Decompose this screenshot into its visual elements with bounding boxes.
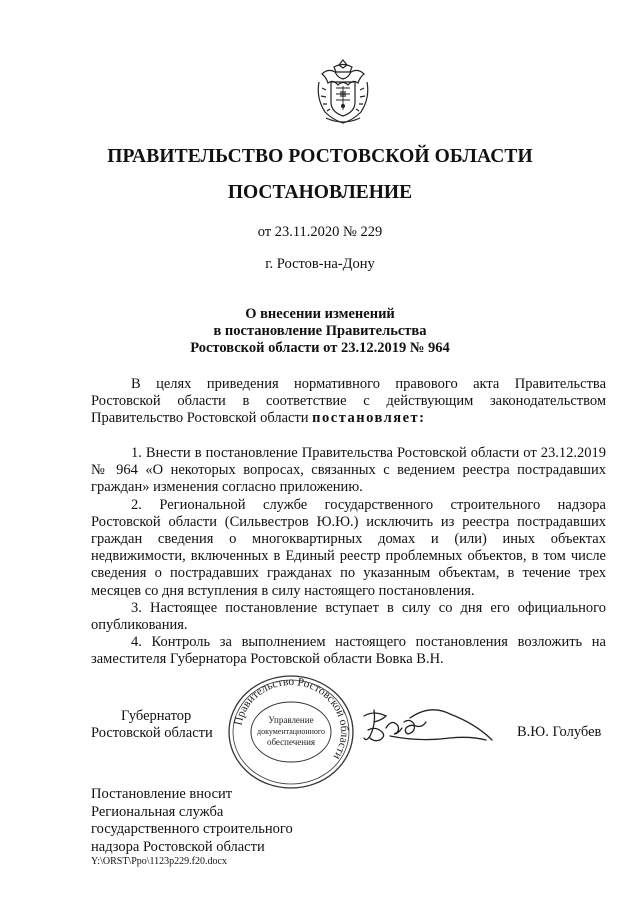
stamp-ring-label: Правительство Ростовской области xyxy=(232,675,351,762)
introduced-by-line: Постановление вносит xyxy=(91,786,233,802)
document-city: г. Ростов-на-Дону xyxy=(265,256,375,272)
resolution-item: 1. Внести в постановление Правительства Ростовской области от 23.12.2019 № 964 «О некоторых вопросах, связанных с ведением реестра пострадавших граждан» изменения согласно приложению. xyxy=(91,445,606,496)
government-title: ПРАВИТЕЛЬСТВО РОСТОВСКОЙ ОБЛАСТИ xyxy=(107,146,533,167)
stamp-center-line: Управление xyxy=(268,715,314,725)
stamp-center-line: обеспечения xyxy=(266,737,316,747)
subject-line: О внесении изменений xyxy=(245,306,395,322)
handwritten-signature xyxy=(360,702,496,754)
subject-line: в постановление Правительства xyxy=(213,323,427,339)
official-stamp xyxy=(226,673,356,791)
rostov-oblast-coat-of-arms-icon xyxy=(314,58,372,126)
file-path: Y:\ORST\Ppo\1123p229.f20.docx xyxy=(91,856,227,867)
preamble-paragraph xyxy=(91,376,606,428)
resolution-item: 2. Региональной службе государственного строительного надзора Ростовской области (Сильвестров Ю.Ю.) исключить из реестра пострадавших граждан сведения о многоквартирных домах и (или) иных объектах недвижимости, включенных в Единый реестр проблемных объектов, в том числе сведения о пострадавших гражданах по указанным объектам, в течение трех месяцев со дня вступления в силу настоящего постановления. xyxy=(91,496,606,599)
stamp-center-line: документационного xyxy=(257,727,325,736)
resolution-items xyxy=(91,445,606,669)
introduced-by-line: Региональная служба xyxy=(91,803,224,820)
signer-name: В.Ю. Голубев xyxy=(517,724,602,740)
subject-line: Ростовской области от 23.12.2019 № 964 xyxy=(190,340,450,356)
introduced-by-line: надзора Ростовской области xyxy=(91,838,265,855)
position-line: Ростовской области xyxy=(91,725,213,741)
resolution-item: 3. Настоящее постановление вступает в силу со дня его официального опубликования. xyxy=(91,599,606,634)
preamble-text: В целях приведения нормативного правового акта Правительства Ростовской области в соответствие с действующим законодательством Правительство Ростовской области xyxy=(91,376,606,427)
resolution-item: 4. Контроль за выполнением настоящего постановления возложить на заместителя Губернатора Ростовской области Вовка В.Н. xyxy=(91,634,606,668)
signatory-position xyxy=(91,708,213,742)
resolves-keyword: постановляет: xyxy=(312,410,426,427)
introduced-by-line: государственного строительного xyxy=(91,821,293,837)
preamble xyxy=(91,376,606,428)
document-type: ПОСТАНОВЛЕНИЕ xyxy=(227,182,413,203)
position-line: Губернатор xyxy=(121,708,192,724)
document-subject xyxy=(0,306,640,357)
introduced-by-block xyxy=(91,786,293,856)
document-date-number: от 23.11.2020 № 229 xyxy=(257,224,383,240)
